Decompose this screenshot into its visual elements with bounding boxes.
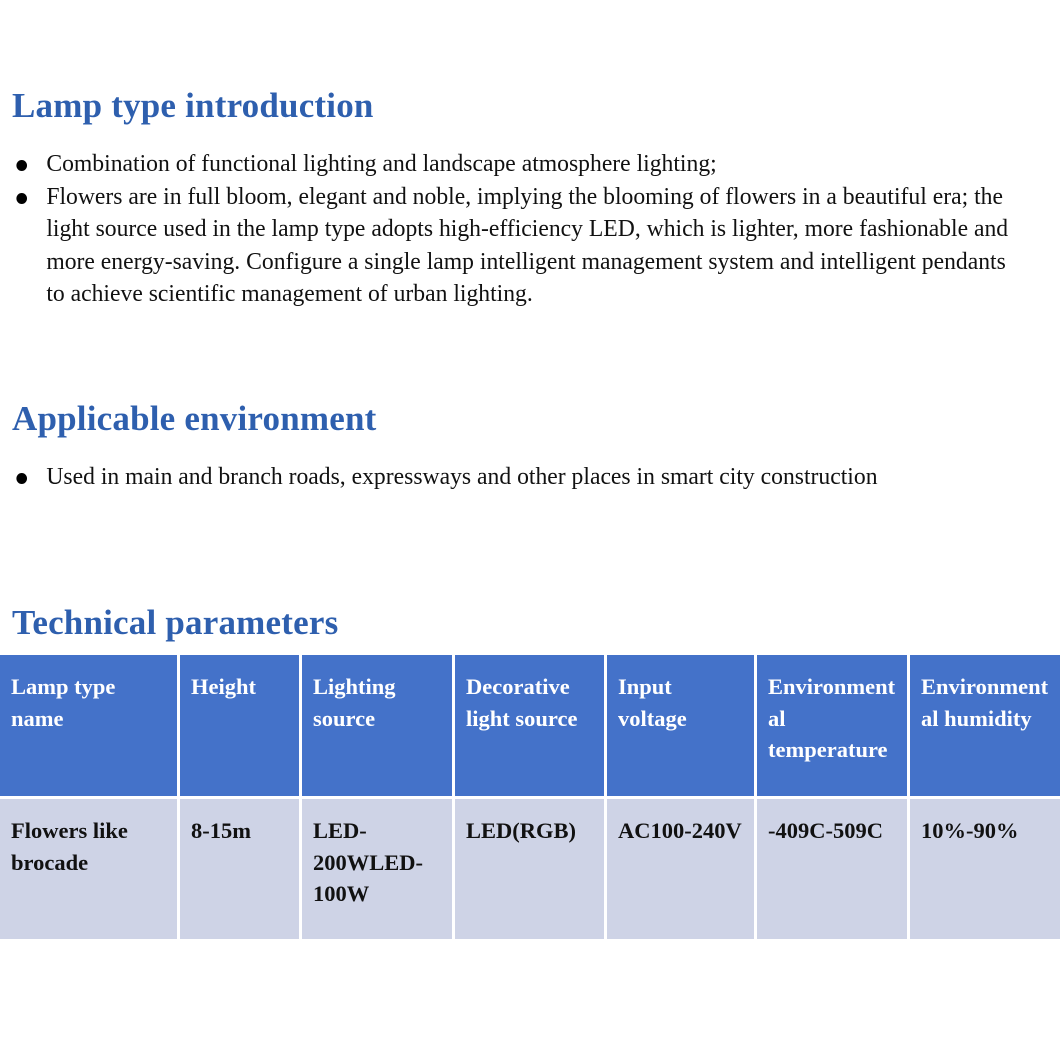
table-header-row [0, 655, 1060, 799]
table-cell-lamp-type-name: Flowers like brocade [0, 799, 180, 939]
table-cell-environmental-temperature: -409C-509C [757, 799, 910, 939]
list-item [0, 148, 1023, 181]
table-header-environmental-humidity: Environmental humidity [910, 655, 1060, 799]
table-header-environmental-temperature: Environmental temperature [757, 655, 910, 799]
list-item-text: Combination of functional lighting and landscape atmosphere lighting; [46, 150, 717, 177]
bullet-point-icon [16, 473, 27, 484]
section-heading-applicable-environment: Applicable environment [12, 399, 377, 439]
table-cell-input-voltage: AC100-240V [607, 799, 757, 939]
table-header-decorative-light-source: Decorative light source [455, 655, 607, 799]
section-heading-lamp-type-introduction: Lamp type introduction [12, 86, 374, 126]
table-header-lighting-source: Lighting source [302, 655, 455, 799]
table-cell-decorative-light-source: LED(RGB) [455, 799, 607, 939]
table-header-height: Height [180, 655, 302, 799]
section-heading-technical-parameters: Technical parameters [12, 603, 339, 643]
bullet-list-lamp-type-introduction [0, 148, 1060, 311]
table-header-input-voltage: Input voltage [607, 655, 757, 799]
table-row [0, 799, 1060, 939]
list-item-text: Flowers are in full bloom, elegant and noble, implying the blooming of flowers in a beautiful era; the light source used in the lamp type adopts high-efficiency LED, which is lighter, more fashionable and more energy-saving. Configure a single lamp intelligent management system and intelligent pendants to achieve scientific management of urban lighting. [46, 182, 1009, 307]
table-cell-height: 8-15m [180, 799, 302, 939]
bullet-point-icon [16, 193, 27, 204]
bullet-list-applicable-environment [0, 461, 1060, 494]
table-cell-lighting-source: LED-200WLED-100W [302, 799, 455, 939]
technical-parameters-table [0, 655, 1060, 939]
list-item-text: Used in main and branch roads, expressways and other places in smart city construction [46, 463, 878, 490]
list-item [0, 461, 1023, 494]
list-item [0, 181, 1023, 311]
bullet-point-icon [16, 160, 27, 171]
table-cell-environmental-humidity: 10%-90% [910, 799, 1060, 939]
table-header-lamp-type-name: Lamp type name [0, 655, 180, 799]
